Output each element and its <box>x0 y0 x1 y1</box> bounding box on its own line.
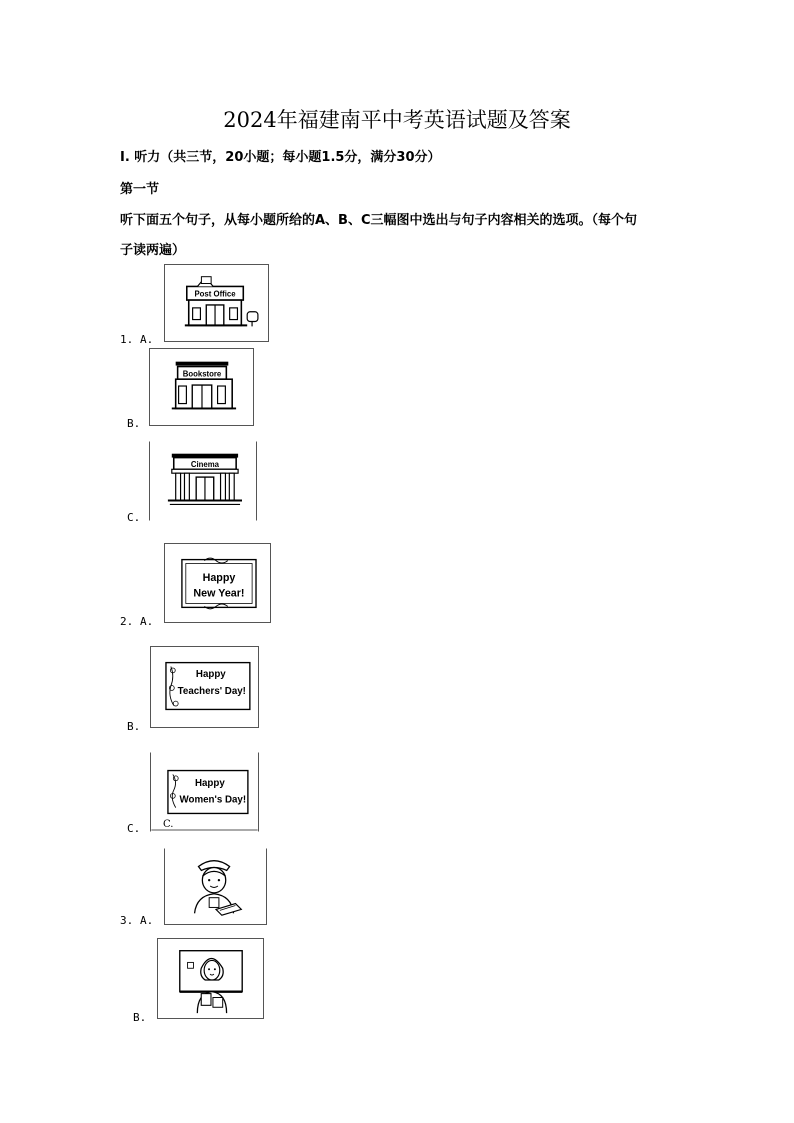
question-2-option-b-label: B. <box>127 720 141 733</box>
cinema-icon[interactable] <box>149 441 257 521</box>
card-inner-label: C. <box>163 819 174 830</box>
question-1-option-b-label: B. <box>127 417 141 430</box>
question-1-number: 1. <box>120 333 134 346</box>
womens-day-card-icon[interactable] <box>150 752 259 832</box>
teacher-at-blackboard-icon[interactable] <box>157 938 264 1019</box>
new-year-card-icon[interactable] <box>164 543 271 623</box>
teachers-day-card-icon[interactable] <box>150 646 259 728</box>
card-line-1: Happy <box>194 778 225 790</box>
section-heading: Ⅰ. 听力（共三节，20小题；每小题1.5分，满分30分） <box>120 150 441 165</box>
post-office-icon[interactable] <box>164 264 269 342</box>
card-line-1: Happy <box>195 669 226 681</box>
card-line-2: Women's Day! <box>179 794 247 806</box>
post-office-sign: Post Office <box>194 289 236 299</box>
card-line-2: Teachers' Day! <box>177 685 246 697</box>
card-line-2: New Year! <box>193 587 245 600</box>
question-1-option-a-label: A. <box>140 333 154 346</box>
bookstore-sign: Bookstore <box>182 369 222 379</box>
question-2-number: 2. <box>120 615 134 628</box>
question-2-option-a-label: A. <box>140 615 154 628</box>
part-label: 第一节 <box>120 182 160 197</box>
question-3-number: 3. <box>120 914 134 927</box>
instruction-line-2: 子读两遍） <box>120 243 186 258</box>
nurse-typing-icon[interactable] <box>164 848 267 925</box>
bookstore-icon[interactable] <box>149 348 254 426</box>
question-1-option-c-label: C. <box>127 511 141 524</box>
question-3-option-b-label: B. <box>133 1011 147 1024</box>
page-title: 2024年福建南平中考英语试题及答案 <box>223 108 571 132</box>
cinema-sign: Cinema <box>190 459 220 469</box>
question-2-option-c-label: C. <box>127 822 141 835</box>
question-3-option-a-label: A. <box>140 914 154 927</box>
card-line-1: Happy <box>202 572 236 585</box>
instruction-line-1: 听下面五个句子，从每小题所给的A、B、C三幅图中选出与句子内容相关的选项。（每个句 <box>120 213 638 228</box>
